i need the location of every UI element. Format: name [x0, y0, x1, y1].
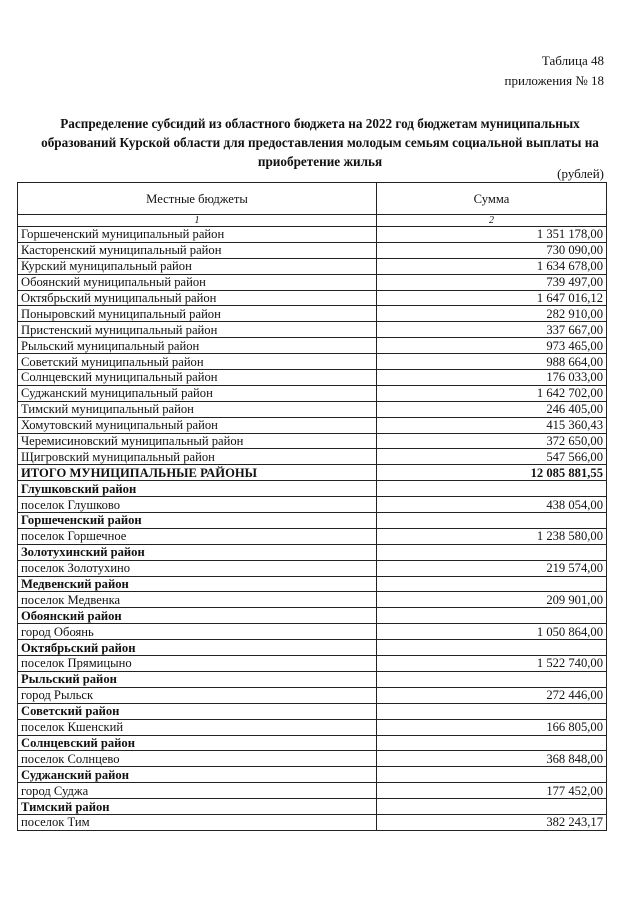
- budget-name-cell: Черемисиновский муниципальный район: [18, 433, 377, 449]
- table-row: [18, 528, 607, 544]
- budget-name-cell: город Обоянь: [18, 624, 377, 640]
- budget-name-cell: Медвенский район: [18, 576, 377, 592]
- table-row: [18, 513, 607, 529]
- sum-cell: [377, 767, 607, 783]
- table-row: [18, 401, 607, 417]
- sum-cell: [377, 481, 607, 497]
- table-number: Таблица 48: [541, 53, 604, 68]
- table-row: [18, 719, 607, 735]
- table-body: [18, 227, 607, 831]
- budget-name-cell: Суджанский муниципальный район: [18, 385, 377, 401]
- table-row: [18, 592, 607, 608]
- budget-name-cell: поселок Горшечное: [18, 528, 377, 544]
- table-row: [18, 544, 607, 560]
- budget-name-cell: поселок Золотухино: [18, 560, 377, 576]
- sum-cell: 219 574,00: [377, 560, 607, 576]
- sum-cell: 739 497,00: [377, 274, 607, 290]
- sum-cell: [377, 703, 607, 719]
- unit-label: (рублей): [557, 166, 604, 181]
- budget-name-cell: Рыльский район: [18, 671, 377, 687]
- sum-cell: 973 465,00: [377, 338, 607, 354]
- budget-name-cell: Тимский муниципальный район: [18, 401, 377, 417]
- sum-cell: 1 642 702,00: [377, 385, 607, 401]
- sum-cell: 209 901,00: [377, 592, 607, 608]
- table-row: [18, 227, 607, 243]
- table-row: [18, 242, 607, 258]
- table-row: [18, 417, 607, 433]
- table-row: [18, 783, 607, 799]
- sum-cell: [377, 799, 607, 815]
- table-row: [18, 576, 607, 592]
- table-row: [18, 751, 607, 767]
- budget-name-cell: Суджанский район: [18, 767, 377, 783]
- table-row: [18, 687, 607, 703]
- table-row: [18, 481, 607, 497]
- table-row: [18, 640, 607, 656]
- table-row: [18, 703, 607, 719]
- sum-cell: 382 243,17: [377, 814, 607, 830]
- table-row: [18, 258, 607, 274]
- sum-cell: 368 848,00: [377, 751, 607, 767]
- budget-name-cell: поселок Прямицыно: [18, 656, 377, 672]
- sum-cell: 1 238 580,00: [377, 528, 607, 544]
- sum-cell: 1 647 016,12: [377, 290, 607, 306]
- col-number-1: 1: [18, 215, 377, 227]
- sum-cell: [377, 671, 607, 687]
- sum-cell: 547 566,00: [377, 449, 607, 465]
- col-number-2: 2: [377, 215, 607, 227]
- budget-name-cell: ИТОГО МУНИЦИПАЛЬНЫЕ РАЙОНЫ: [18, 465, 377, 481]
- sum-cell: 282 910,00: [377, 306, 607, 322]
- table-row: [18, 290, 607, 306]
- table-row: [18, 433, 607, 449]
- column-number-row: [18, 215, 607, 227]
- table-row: [18, 624, 607, 640]
- budget-name-cell: поселок Медвенка: [18, 592, 377, 608]
- table-row: [18, 767, 607, 783]
- table-row: [18, 497, 607, 513]
- budget-name-cell: Глушковский район: [18, 481, 377, 497]
- budget-name-cell: Золотухинский район: [18, 544, 377, 560]
- budget-name-cell: Щигровский муниципальный район: [18, 449, 377, 465]
- sum-cell: [377, 735, 607, 751]
- budget-name-cell: поселок Солнцево: [18, 751, 377, 767]
- table-row: [18, 370, 607, 386]
- sum-cell: [377, 640, 607, 656]
- budget-name-cell: Тимский район: [18, 799, 377, 815]
- table-row: [18, 385, 607, 401]
- table-row: [18, 274, 607, 290]
- budget-name-cell: Обоянский муниципальный район: [18, 274, 377, 290]
- col-header-sum: Сумма: [377, 183, 607, 215]
- budget-name-cell: город Суджа: [18, 783, 377, 799]
- table-row: [18, 656, 607, 672]
- budget-name-cell: Солнцевский муниципальный район: [18, 370, 377, 386]
- budget-name-cell: Советский район: [18, 703, 377, 719]
- budget-name-cell: Солнцевский район: [18, 735, 377, 751]
- sum-cell: 177 452,00: [377, 783, 607, 799]
- sum-cell: 12 085 881,55: [377, 465, 607, 481]
- table-row: [18, 735, 607, 751]
- table-row: [18, 465, 607, 481]
- sum-cell: 166 805,00: [377, 719, 607, 735]
- subsidy-table: [17, 182, 607, 831]
- budget-name-cell: Горшеченский район: [18, 513, 377, 529]
- budget-name-cell: поселок Глушково: [18, 497, 377, 513]
- table-row: [18, 449, 607, 465]
- budget-name-cell: Поныровский муниципальный район: [18, 306, 377, 322]
- table-row: [18, 671, 607, 687]
- sum-cell: 1 351 178,00: [377, 227, 607, 243]
- table-row: [18, 799, 607, 815]
- table-row: [18, 322, 607, 338]
- sum-cell: 1 050 864,00: [377, 624, 607, 640]
- budget-name-cell: поселок Кшенский: [18, 719, 377, 735]
- sum-cell: 337 667,00: [377, 322, 607, 338]
- document-title: Распределение субсидий из областного бюджета на 2022 год бюджетам муниципальных образований Курской области для предоставления молодым семьям социальной выплаты на приобретение жилья: [41, 116, 599, 169]
- annex-number: приложения № 18: [504, 73, 604, 88]
- sum-cell: [377, 513, 607, 529]
- sum-cell: [377, 544, 607, 560]
- sum-cell: 438 054,00: [377, 497, 607, 513]
- budget-name-cell: Пристенский муниципальный район: [18, 322, 377, 338]
- budget-name-cell: Обоянский район: [18, 608, 377, 624]
- col-header-budgets: Местные бюджеты: [18, 183, 377, 215]
- sum-cell: 1 522 740,00: [377, 656, 607, 672]
- budget-name-cell: Рыльский муниципальный район: [18, 338, 377, 354]
- budget-name-cell: Советский муниципальный район: [18, 354, 377, 370]
- budget-name-cell: Хомутовский муниципальный район: [18, 417, 377, 433]
- budget-name-cell: Касторенский муниципальный район: [18, 242, 377, 258]
- sum-cell: 415 360,43: [377, 417, 607, 433]
- sum-cell: 988 664,00: [377, 354, 607, 370]
- budget-name-cell: Курский муниципальный район: [18, 258, 377, 274]
- sum-cell: 246 405,00: [377, 401, 607, 417]
- budget-name-cell: Горшеченский муниципальный район: [18, 227, 377, 243]
- budget-name-cell: город Рыльск: [18, 687, 377, 703]
- budget-name-cell: Октябрьский район: [18, 640, 377, 656]
- sum-cell: 272 446,00: [377, 687, 607, 703]
- sum-cell: 176 033,00: [377, 370, 607, 386]
- table-row: [18, 338, 607, 354]
- sum-cell: 1 634 678,00: [377, 258, 607, 274]
- table-row: [18, 354, 607, 370]
- table-header-row: [18, 183, 607, 215]
- budget-name-cell: поселок Тим: [18, 814, 377, 830]
- sum-cell: [377, 576, 607, 592]
- table-row: [18, 608, 607, 624]
- budget-name-cell: Октябрьский муниципальный район: [18, 290, 377, 306]
- sum-cell: 730 090,00: [377, 242, 607, 258]
- table-row: [18, 306, 607, 322]
- table-row: [18, 560, 607, 576]
- sum-cell: 372 650,00: [377, 433, 607, 449]
- table-row: [18, 814, 607, 830]
- sum-cell: [377, 608, 607, 624]
